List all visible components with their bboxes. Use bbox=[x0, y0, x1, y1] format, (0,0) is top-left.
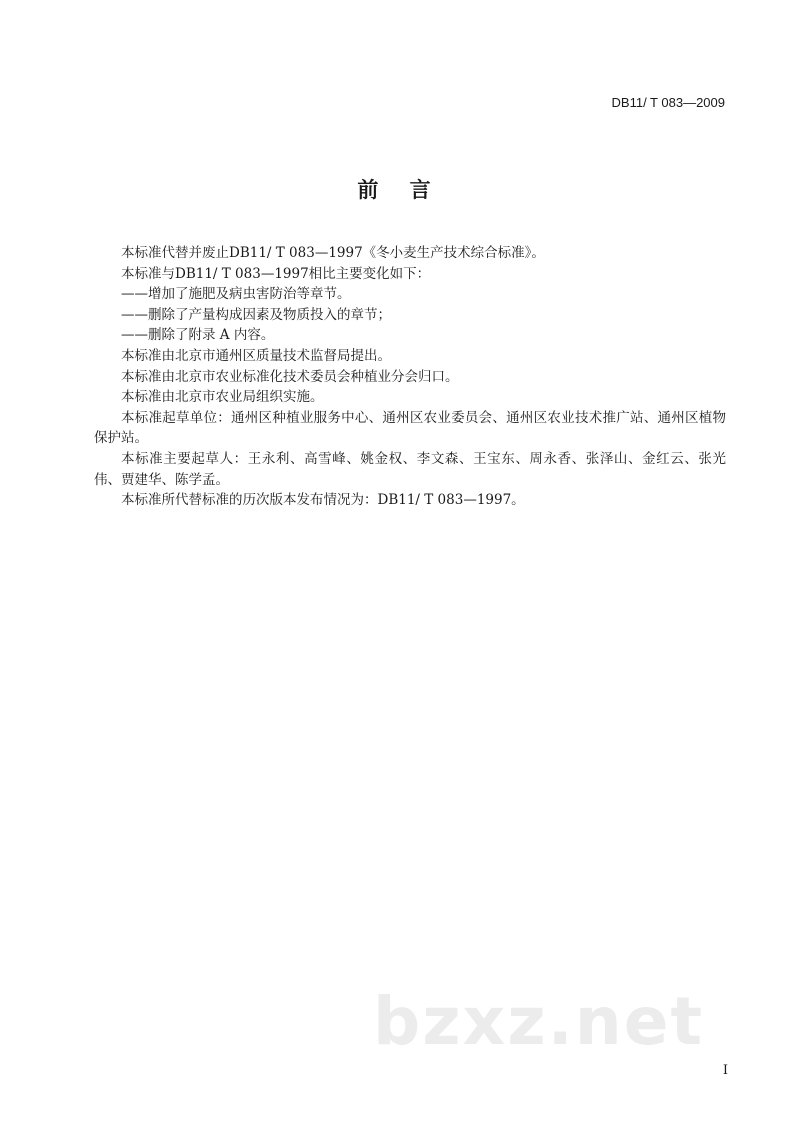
paragraph: 本标准与DB11/ T 083—1997相比主要变化如下： bbox=[121, 265, 431, 282]
paragraph: ——删除了产量构成因素及物质投入的章节； bbox=[121, 306, 391, 323]
paragraph: 本标准由北京市农业标准化技术委员会种植业分会归口。 bbox=[121, 368, 459, 385]
paragraph: ——增加了施肥及病虫害防治等章节。 bbox=[121, 286, 351, 303]
paragraph: 本标准所代替标准的历次版本发布情况为：DB11/ T 083—1997。 bbox=[121, 492, 525, 509]
standard-code: DB11/ T 083—2009 bbox=[611, 95, 725, 110]
watermark: bzxz.net bbox=[373, 983, 705, 1060]
paragraph: 本标准主要起草人：王永利、高雪峰、姚金权、李文森、王宝东、周永香、张泽山、金红云、张光伟、贾建华、陈学孟。 bbox=[94, 450, 726, 488]
page-number: I bbox=[722, 1063, 728, 1078]
paragraph: 本标准由北京市通州区质量技术监督局提出。 bbox=[121, 347, 391, 364]
paragraph: 本标准代替并废止DB11/ T 083—1997《冬小麦生产技术综合标准》。 bbox=[121, 245, 545, 261]
page-title: 前 言 bbox=[357, 177, 443, 202]
paragraph: 本标准由北京市农业局组织实施。 bbox=[121, 389, 324, 406]
document-body bbox=[94, 243, 726, 511]
paragraph: ——删除了附录 A 内容。 bbox=[121, 327, 275, 344]
paragraph: 本标准起草单位：通州区种植业服务中心、通州区农业委员会、通州区农业技术推广站、通州区植物保护站。 bbox=[94, 409, 726, 447]
